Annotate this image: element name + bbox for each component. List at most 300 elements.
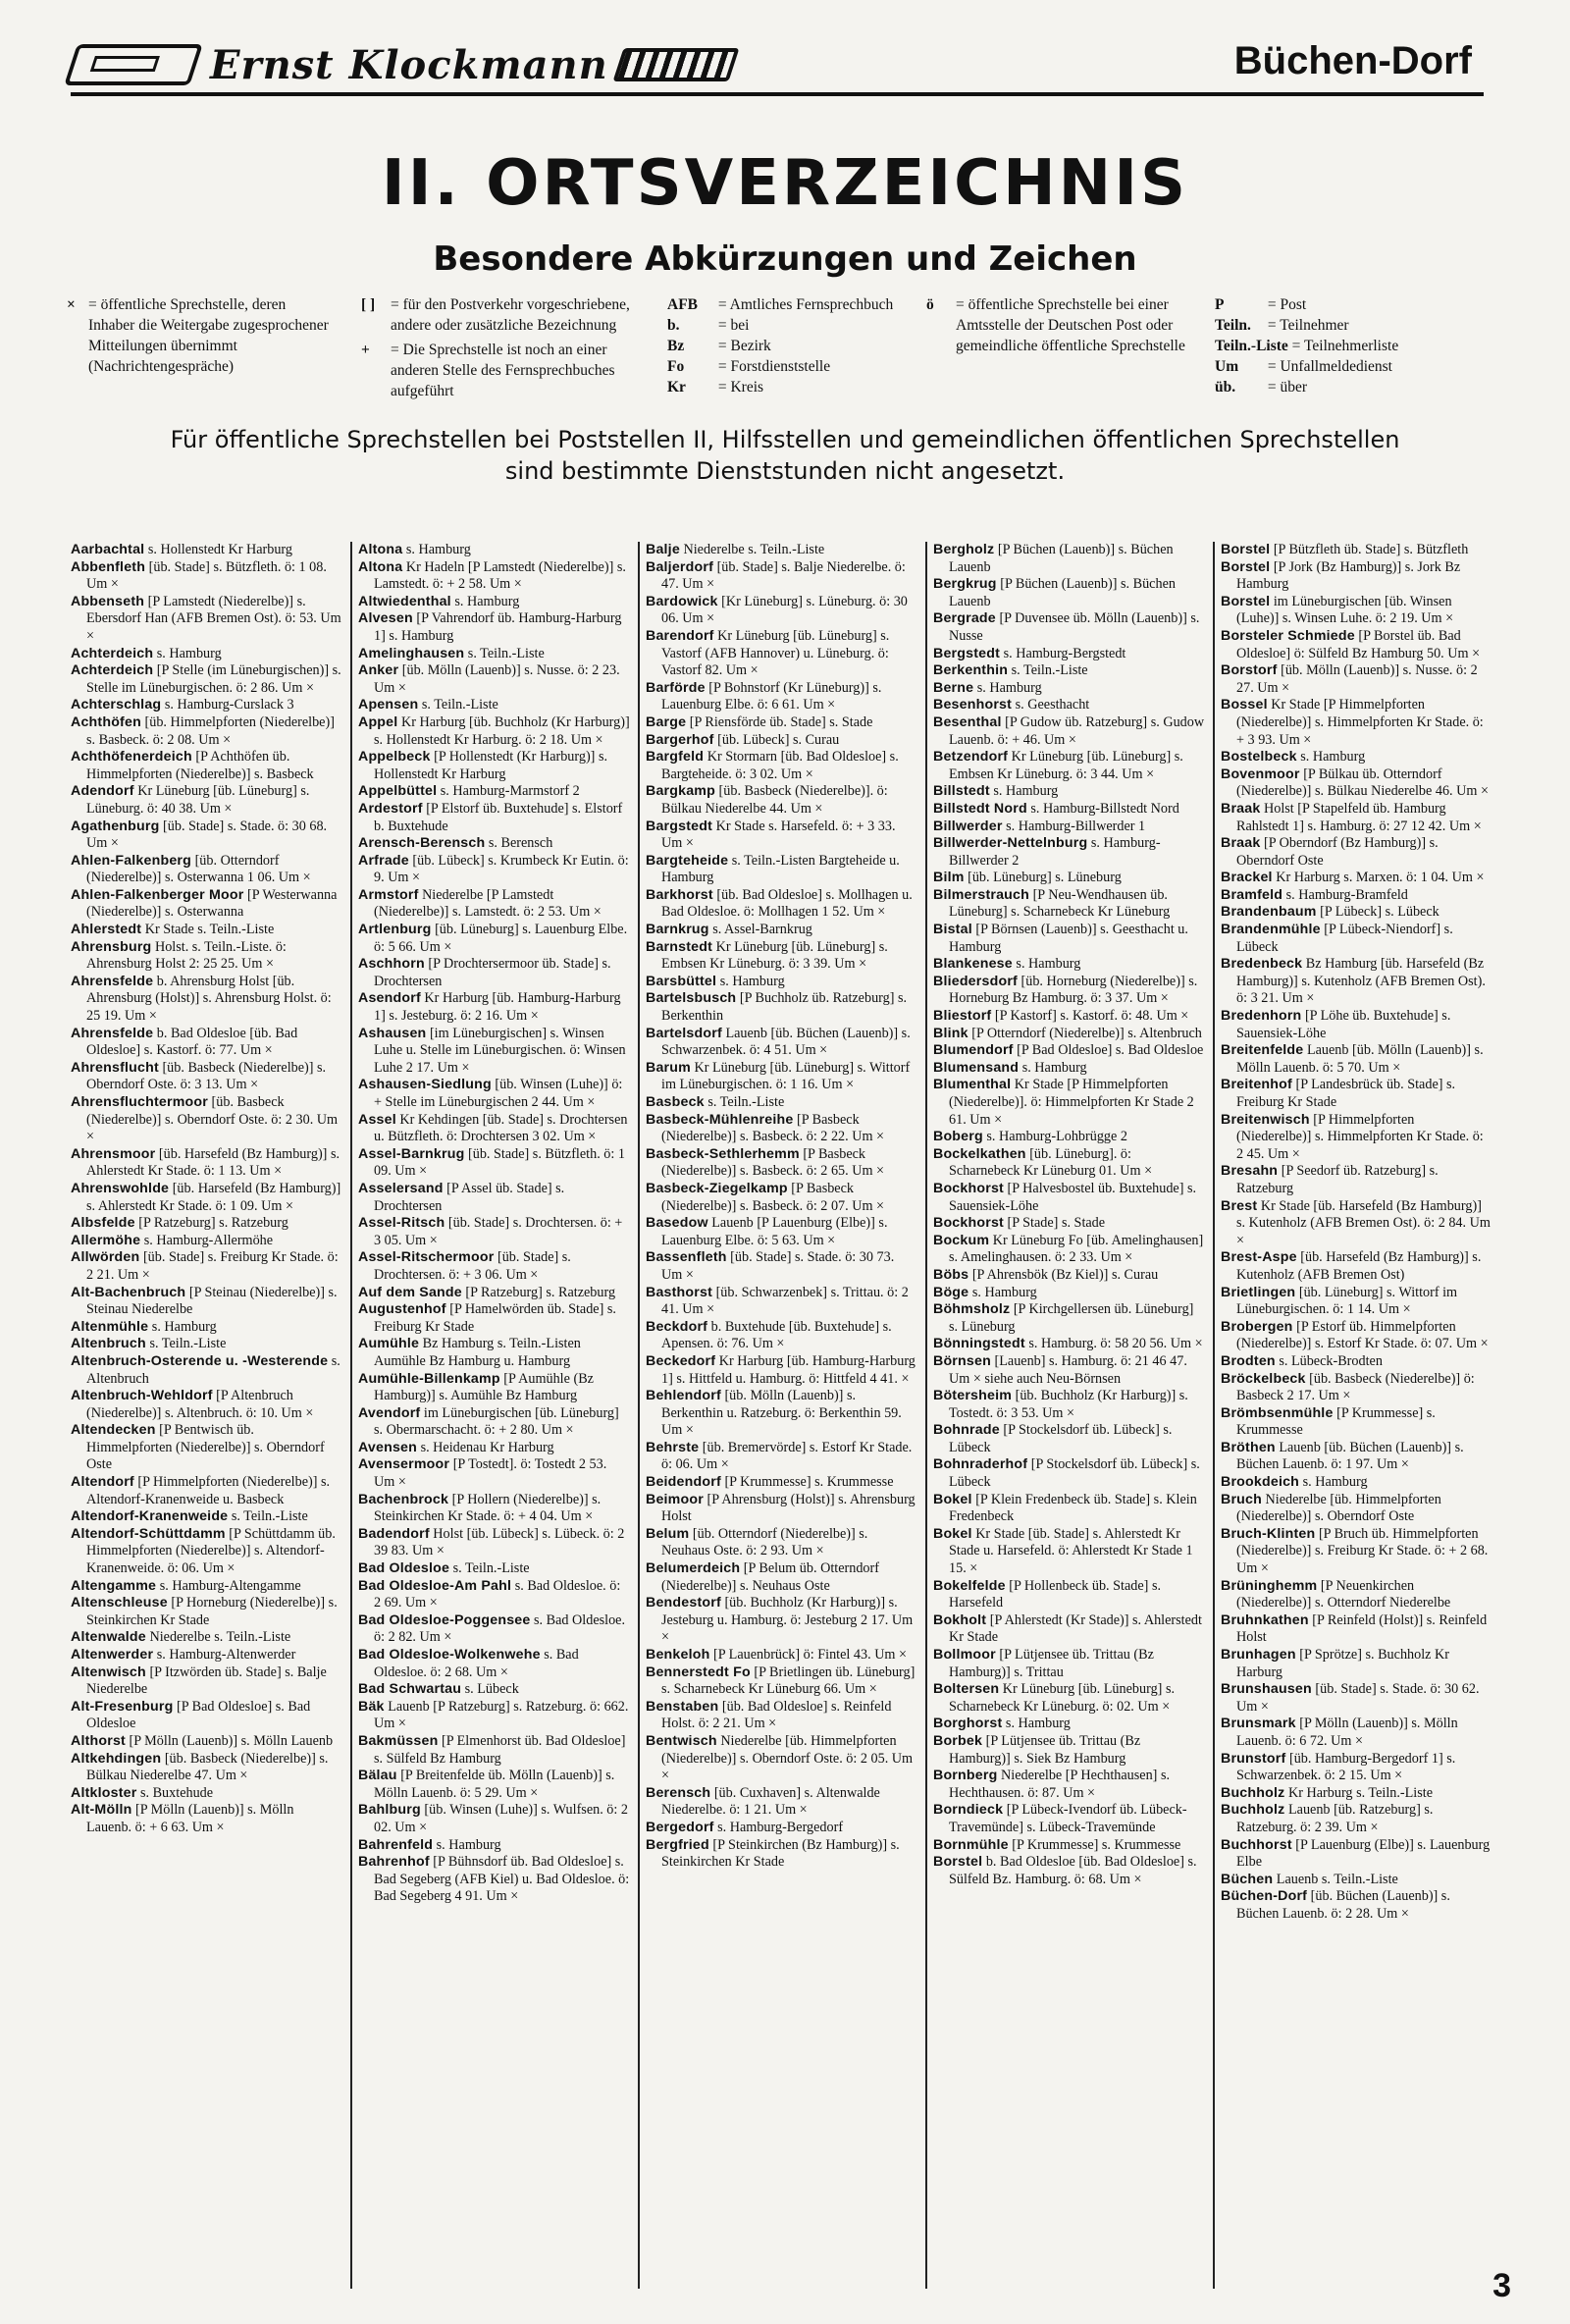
directory-entry	[358, 887, 630, 922]
entry-details: [üb. Lüneburg] s. Lauenburg Elbe. ö: 5 66. Um ×	[374, 922, 628, 955]
directory-entry	[1221, 1285, 1492, 1319]
entry-details: Niederelbe [P Lamstedt (Niederelbe)] s. Lamstedt. ö: 2 53. Um ×	[374, 886, 602, 921]
entry-details: [P Halvesbostel üb. Buxtehude] s. Sauensiek-Löhe	[949, 1180, 1197, 1214]
directory-entry	[71, 1249, 342, 1284]
place-name: Borstel	[933, 1854, 983, 1871]
directory-entry	[358, 1336, 630, 1370]
place-name: Belum	[646, 1525, 690, 1542]
place-name: Bargstedt	[646, 818, 713, 834]
entry-details: Kr Stade [P Himmelpforten (Niederelbe)] s. Himmelpforten Kr Stade. ö: + 3 93. Um ×	[1236, 697, 1484, 748]
entry-details: Kr Lüneburg [üb. Lüneburg] s. Vastorf (AFB Hannover) u. Lüneburg. ö: Vastorf 82. Um ×	[661, 627, 890, 679]
place-name: Alt-Mölln	[71, 1802, 132, 1819]
legend-item	[667, 356, 962, 377]
directory-entry	[646, 1353, 917, 1388]
directory-entry	[933, 835, 1205, 870]
entry-details: [P Krummesse] s. Krummesse	[1236, 1404, 1436, 1439]
directory-entry	[358, 1301, 630, 1336]
entry-details: [P Basbeck (Niederelbe)] s. Basbeck. ö: 2 65. Um ×	[661, 1145, 885, 1180]
place-name: Brüninghemm	[1221, 1577, 1318, 1594]
place-name: Bahrenfeld	[358, 1836, 434, 1853]
directory-entry	[358, 1647, 630, 1681]
place-name: Bassenfleth	[646, 1249, 727, 1266]
entry-details: [P Neuenkirchen (Niederelbe)] s. Otterndorf Niederelbe	[1236, 1577, 1451, 1611]
place-name: Bröckelbeck	[1221, 1370, 1306, 1387]
directory-entry	[71, 1647, 342, 1664]
entry-details: [P Itzwörden üb. Stade] s. Balje Niederelbe	[86, 1664, 327, 1698]
place-name: Altendorf-Kranenweide	[71, 1508, 229, 1525]
entry-details: [P Bützfleth üb. Stade] s. Bützfleth	[1273, 542, 1469, 557]
directory-entry	[358, 1612, 630, 1647]
directory-entry	[1221, 1526, 1492, 1578]
directory-entry	[1221, 904, 1492, 922]
directory-entry	[358, 1492, 630, 1526]
directory-entry	[1221, 1872, 1492, 1889]
place-name: Altenmühle	[71, 1318, 149, 1335]
directory-entry	[71, 1060, 342, 1094]
directory-entry	[358, 1077, 630, 1111]
entry-details: [P Krummesse] s. Krummesse	[724, 1474, 894, 1491]
place-name: Bockhorst	[933, 1180, 1004, 1196]
place-name: Armstorf	[358, 886, 419, 903]
entry-details: s. Hamburg. ö: 58 20 56. Um ×	[1028, 1336, 1203, 1352]
entry-details: Kr Hadeln [P Lamstedt (Niederelbe)] s. Lamstedt. ö: + 2 58. Um ×	[374, 558, 626, 593]
entry-details: s. Hamburg	[151, 1318, 217, 1335]
directory-entry	[71, 559, 342, 594]
place-name: Bentwisch	[646, 1732, 717, 1749]
directory-entry	[646, 1837, 917, 1872]
entry-details: [üb. Stade] s. Drochtersen. ö: + 3 06. Um ×	[374, 1249, 571, 1283]
place-name: Auf dem Sande	[358, 1284, 462, 1300]
place-name: Bahlburg	[358, 1802, 421, 1819]
entry-details: Kr Stade s. Harsefeld. ö: + 3 33. Um ×	[661, 818, 896, 852]
directory-entry	[1221, 1888, 1492, 1923]
directory-entry	[1221, 542, 1492, 559]
legend-item	[1215, 294, 1509, 315]
directory-entry	[1221, 1647, 1492, 1681]
place-name: Beckdorf	[646, 1318, 708, 1335]
directory-entry	[71, 1508, 342, 1526]
directory-entry	[1221, 1077, 1492, 1111]
entry-details: s. Hamburg-Bramfeld	[1285, 886, 1408, 903]
place-name: Albsfelde	[71, 1215, 135, 1232]
directory-entry	[933, 1233, 1205, 1267]
entry-details: [üb. Stade] s. Bützfleth. ö: 1 09. Um ×	[374, 1145, 625, 1180]
legend-key: b.	[667, 317, 680, 334]
directory-entry	[358, 1768, 630, 1802]
entry-details: [üb. Mölln (Lauenb)] s. Berkenthin u. Ratzeburg. ö: Berkenthin 59. Um ×	[661, 1388, 902, 1439]
place-name: Büchen	[1221, 1871, 1274, 1887]
place-name: Bistal	[933, 922, 972, 938]
place-name: Bruch	[1221, 1491, 1262, 1507]
place-name: Bröthen	[1221, 1439, 1276, 1455]
entry-details: [P Altenbruch (Niederelbe)] s. Altenbruch. ö: 10. Um ×	[86, 1388, 314, 1421]
directory-entry	[71, 853, 342, 887]
place-name: Bruhnkathen	[1221, 1611, 1309, 1628]
directory-entry	[646, 749, 917, 783]
place-name: Barnstedt	[646, 938, 713, 955]
directory-entry	[933, 662, 1205, 680]
place-name: Brömbsenmühle	[1221, 1404, 1334, 1421]
directory-entry	[646, 1060, 917, 1094]
directory-entry	[71, 714, 342, 749]
place-name: Altendorf-Schüttdamm	[71, 1525, 226, 1542]
place-name: Bliedersdorf	[933, 973, 1018, 989]
directory-entry	[646, 853, 917, 887]
directory-entry	[358, 559, 630, 594]
place-name: Bargteheide	[646, 852, 729, 869]
entry-details: [üb. Basbeck (Niederelbe)] s. Bülkau Niederelbe 47. Um ×	[86, 1750, 329, 1784]
directory-entry	[646, 628, 917, 680]
place-name: Bockhorst	[933, 1215, 1004, 1232]
directory-entry	[646, 887, 917, 922]
entry-details: Lauenb [üb. Mölln (Lauenb)] s. Mölln Lauenb. ö: 5 70. Um ×	[1236, 1042, 1484, 1076]
place-name: Bokelfelde	[933, 1577, 1006, 1594]
entry-details: s. Hamburg-Allermöhe	[143, 1232, 274, 1248]
place-name: Borstel	[1221, 593, 1271, 609]
place-name: Bruch-Klinten	[1221, 1525, 1316, 1542]
place-name: Benkeloh	[646, 1647, 710, 1663]
entry-details: Kr Stade [üb. Harsefeld (Bz Hamburg)] s. Kutenholz (AFB Bremen Ost). ö: 2 84. Um ×	[1236, 1197, 1491, 1248]
entry-details: s. Bad Oldesloe. ö: 2 68. Um ×	[374, 1647, 579, 1680]
place-name: Baljerdorf	[646, 558, 714, 575]
directory-entry	[646, 1285, 917, 1319]
entry-details: Niederelbe s. Teiln.-Liste	[683, 542, 825, 557]
directory-entry	[646, 1820, 917, 1837]
directory-entry	[646, 559, 917, 594]
directory-entry	[646, 1733, 917, 1785]
entry-details: b. Bad Oldesloe [üb. Bad Oldesloe] s. Kastorf. ö: 77. Um ×	[86, 1025, 298, 1059]
entry-details: Lauenb [P Lauenburg (Elbe)] s. Lauenburg Elbe. ö: 5 63. Um ×	[661, 1215, 888, 1248]
entry-details: [im Lüneburgischen] s. Winsen Luhe u. Stelle im Lüneburgischen. ö: Winsen Luhe 2 17. Um ×	[374, 1025, 626, 1076]
entry-details: Kr Lüneburg [üb. Lüneburg] s. Lüneburg. ö: 40 38. Um ×	[86, 783, 310, 817]
place-name: Barnkrug	[646, 922, 709, 938]
legend-key: Fo	[667, 358, 685, 375]
entry-details: [P Oberndorf (Bz Hamburg)] s. Oberndorf Oste	[1236, 835, 1439, 869]
directory-entry	[646, 1215, 917, 1249]
entry-details: [üb. Stade] s. Drochtersen. ö: + 3 05. Um ×	[374, 1215, 623, 1248]
directory-entry	[71, 1181, 342, 1215]
entry-details: [üb. Otterndorf (Niederelbe)] s. Neuhaus Oste. ö: 2 93. Um ×	[661, 1525, 868, 1559]
entry-details: Kr Stormarn [üb. Bad Oldesloe] s. Bargteheide. ö: 3 02. Um ×	[661, 749, 899, 782]
entry-details: [P Brietlingen üb. Lüneburg] s. Scharnebeck Kr Lüneburg 66. Um ×	[661, 1664, 916, 1698]
publisher-logo	[71, 37, 734, 92]
place-name: Brackel	[1221, 870, 1273, 886]
entry-details: s. Geesthacht	[1015, 697, 1090, 713]
entry-details: Kr Harburg [üb. Buchholz (Kr Harburg)] s. Hollenstedt Kr Harburg. ö: 2 18. Um ×	[374, 713, 630, 748]
directory-entry	[933, 870, 1205, 887]
place-name: Bäk	[358, 1698, 385, 1715]
directory-entry	[933, 1612, 1205, 1647]
directory-entry	[71, 1802, 342, 1836]
entry-details: s. Hamburg	[1021, 1059, 1087, 1076]
entry-details: [P Landesbrück üb. Stade] s. Freiburg Kr Stade	[1236, 1077, 1456, 1110]
directory-entry	[358, 1456, 630, 1491]
place-name: Bartelsdorf	[646, 1025, 722, 1041]
place-name: Bilm	[933, 870, 965, 886]
directory-entry	[71, 1285, 342, 1319]
place-name: Alt-Fresenburg	[71, 1698, 174, 1715]
place-name: Blankenese	[933, 956, 1013, 973]
entry-details: s. Hamburg	[156, 645, 222, 661]
entry-details: [P Aumühle (Bz Hamburg)] s. Aumühle Bz Hamburg	[374, 1370, 594, 1404]
entry-details: [P Lübeck-Niendorf] s. Lübeck	[1236, 922, 1453, 955]
directory-entry	[71, 662, 342, 697]
entry-details: Kr Stade [P Himmelpforten (Niederelbe)]. ö: Himmelpforten Kr Stade 2 61. Um ×	[949, 1077, 1194, 1128]
entry-details: [P Breitenfelde üb. Mölln (Lauenb)] s. Mölln Lauenb. ö: 5 29. Um ×	[374, 1768, 615, 1801]
entry-details: [P Duvensee üb. Mölln (Lauenb)] s. Nusse	[949, 610, 1200, 644]
entry-details: [üb. Horneburg (Niederelbe)] s. Horneburg Bz Hamburg. ö: 3 37. Um ×	[949, 973, 1198, 1007]
place-name: Bredenhorn	[1221, 1008, 1302, 1025]
directory-entry	[646, 542, 917, 559]
directory-entry	[358, 1146, 630, 1181]
place-name: Altengamme	[71, 1577, 157, 1594]
place-name: Badendorf	[358, 1525, 430, 1542]
entry-details: [P Stade] s. Stade	[1007, 1215, 1106, 1232]
directory-entry	[71, 1526, 342, 1578]
place-name: Augustenhof	[358, 1301, 446, 1318]
entry-details: Holst [P Stapelfeld üb. Hamburg Rahlstedt 1] s. Hamburg. ö: 27 12 42. Um ×	[1236, 800, 1482, 834]
place-name: Barkhorst	[646, 886, 713, 903]
entry-details: [üb. Cuxhaven] s. Altenwalde Niederelbe. ö: 1 21. Um ×	[661, 1784, 880, 1819]
place-name: Altkehdingen	[71, 1750, 162, 1767]
place-name: Assel-Ritschermoor	[358, 1249, 495, 1266]
directory-entry	[933, 1215, 1205, 1233]
entry-details: [P Lübeck] s. Lübeck	[1320, 904, 1439, 921]
abbreviation-legend	[67, 294, 1509, 418]
entry-details: s. Hamburg	[1005, 1716, 1071, 1732]
place-name: Ashausen-Siedlung	[358, 1077, 492, 1093]
directory-entry	[358, 783, 630, 801]
directory-entry	[1221, 1163, 1492, 1197]
entry-details: s. Teiln.-Listen Bargteheide u. Hamburg	[661, 852, 900, 886]
entry-details: [P Lütjensee üb. Trittau (Bz Hamburg)] s. Trittau	[949, 1647, 1154, 1680]
entry-details: [üb. Bad Oldesloe] s. Mollhagen u. Bad Oldesloe. ö: Mollhagen 1 52. Um ×	[661, 886, 913, 921]
entry-details: s. Hamburg	[719, 973, 785, 989]
entry-details: Kr Lüneburg [üb. Lüneburg] s. Wittorf im Lüneburgischen. ö: 1 16. Um ×	[661, 1059, 911, 1093]
place-name: Ahlen-Falkenberg	[71, 852, 192, 869]
place-name: Altendorf	[71, 1474, 134, 1491]
directory-entry	[71, 1751, 342, 1785]
entry-details: [P Ratzeburg] s. Ratzeburg	[465, 1284, 616, 1300]
directory-entry	[1221, 1578, 1492, 1612]
legend-symbol: ö	[926, 296, 934, 313]
place-name: Breitenhof	[1221, 1077, 1292, 1093]
place-name: Braak	[1221, 800, 1261, 817]
entry-details: Holst [üb. Lübeck] s. Lübeck. ö: 2 39 83. Um ×	[374, 1525, 625, 1559]
entry-details: [P Hollern (Niederelbe)] s. Steinkirchen Kr Stade. ö: + 4 04. Um ×	[374, 1491, 602, 1525]
directory-entry	[646, 1026, 917, 1060]
directory-entry	[71, 887, 342, 922]
directory-entry	[71, 749, 342, 783]
directory-entry	[933, 887, 1205, 922]
directory-entry	[1221, 1198, 1492, 1250]
place-name: Asendorf	[358, 990, 421, 1007]
entry-details: Lauenb [üb. Büchen (Lauenb)] s. Schwarzenbek. ö: 4 51. Um ×	[661, 1025, 911, 1059]
entry-details: [üb. Lübeck] s. Krumbeck Kr Eutin. ö: 9. Um ×	[374, 852, 629, 886]
directory-entry	[71, 974, 342, 1026]
place-name: Bergedorf	[646, 1819, 714, 1835]
legend-value: = Post	[1267, 296, 1307, 313]
entry-details: b. Buxtehude [üb. Buxtehude] s. Apensen. ö: 76. Um ×	[661, 1318, 892, 1352]
entry-details: Kr Lüneburg [üb. Lüneburg] s. Scharnebeck Kr Lüneburg. ö: 02. Um ×	[949, 1681, 1176, 1715]
entry-details: [üb. Buchholz (Kr Harburg)] s. Jesteburg u. Hamburg. ö: Jesteburg 2 17. Um ×	[661, 1595, 914, 1646]
place-name: Aumühle-Billenkamp	[358, 1370, 500, 1387]
place-name: Althorst	[71, 1732, 126, 1749]
note-line-2: sind bestimmte Dienststunden nicht angesetzt.	[504, 457, 1066, 485]
directory-entry	[933, 1008, 1205, 1026]
directory-entry	[933, 974, 1205, 1008]
directory-entry	[358, 1215, 630, 1249]
directory-entry	[358, 714, 630, 749]
entry-details: [üb. Stade] s. Bützfleth. ö: 1 08. Um ×	[86, 558, 327, 593]
place-name: Berensch	[646, 1784, 711, 1801]
place-name: Bennerstedt Fo	[646, 1664, 751, 1680]
entry-details: [P Kastorf] s. Kastorf. ö: 48. Um ×	[994, 1008, 1189, 1025]
entry-details: [P Himmelpforten (Niederelbe)] s. Himmelpforten Kr Stade. ö: 2 45. Um ×	[1236, 1111, 1484, 1162]
directory-column-3	[646, 542, 917, 2289]
entry-details: s. Hamburg	[405, 542, 471, 557]
entry-details: s. Hamburg-Bergedorf	[717, 1819, 844, 1835]
entry-details: s. Hamburg	[976, 679, 1042, 696]
directory-entry	[933, 1026, 1205, 1043]
directory-entry	[358, 1699, 630, 1733]
directory-entry	[1221, 628, 1492, 662]
place-name: Ardestorf	[358, 800, 423, 817]
entry-details: [üb. Stade] s. Freiburg Kr Stade. ö: 2 21. Um ×	[86, 1249, 339, 1283]
entry-details: s. Teiln.-Liste	[707, 1094, 785, 1110]
entry-details: [P Achthöfen üb. Himmelpforten (Niederelbe)] s. Basbeck	[86, 749, 314, 782]
entry-details: [P Steinkirchen (Bz Hamburg)] s. Steinkirchen Kr Stade	[661, 1836, 900, 1871]
entry-details: s. Bad Oldesloe. ö: 2 69. Um ×	[374, 1577, 621, 1611]
place-name: Bergstedt	[933, 645, 1001, 661]
entry-details: [üb. Mölln (Lauenb)] s. Nusse. ö: 2 23. Um ×	[374, 662, 620, 696]
legend-value: = Bezirk	[717, 338, 771, 354]
legend-symbol: [ ]	[361, 296, 376, 313]
directory-entry	[1221, 1492, 1492, 1526]
directory-entry	[358, 1405, 630, 1440]
place-name: Bossel	[1221, 697, 1268, 713]
place-name: Bornmühle	[933, 1836, 1009, 1853]
place-name: Ahlen-Falkenberger Moor	[71, 886, 244, 903]
entry-details: [P Bruch üb. Himmelpforten (Niederelbe)] s. Freiburg Kr Stade. ö: + 2 68. Um ×	[1236, 1525, 1489, 1577]
place-name: Altona	[358, 542, 403, 557]
directory-entry	[358, 835, 630, 853]
entry-details: s. Hamburg	[454, 593, 520, 609]
place-name: Brunshausen	[1221, 1681, 1312, 1698]
directory-entry	[71, 1388, 342, 1422]
place-name: Beckedorf	[646, 1352, 716, 1369]
entry-details: s. Berensch	[488, 835, 553, 852]
place-name: Bahrenhof	[358, 1854, 430, 1871]
place-name: Assel-Barnkrug	[358, 1145, 465, 1162]
entry-details: Bz Hamburg s. Teiln.-Listen Aumühle Bz Hamburg u. Hamburg	[374, 1336, 581, 1369]
directory-entry	[1221, 1112, 1492, 1164]
place-name: Brodten	[1221, 1352, 1276, 1369]
entry-details: [üb. Stade] s. Stade. ö: 30 62. Um ×	[1236, 1681, 1480, 1715]
entry-details: [üb. Schwarzenbek] s. Trittau. ö: 2 41. Um ×	[661, 1284, 909, 1318]
directory-entry	[1221, 1837, 1492, 1872]
place-name: Achterdeich	[71, 645, 154, 661]
place-name: Brietlingen	[1221, 1284, 1296, 1300]
place-name: Bokel	[933, 1525, 972, 1542]
directory-entry	[1221, 1440, 1492, 1474]
place-name: Alt-Bachenbruch	[71, 1284, 186, 1300]
entry-details: [üb. Buchholz (Kr Harburg)] s. Tostedt. ö: 3 53. Um ×	[949, 1388, 1188, 1421]
directory-entry	[358, 749, 630, 783]
legend-item	[667, 377, 962, 397]
place-name: Betzendorf	[933, 749, 1009, 766]
place-name: Ahrensburg	[71, 938, 152, 955]
place-name: Böge	[933, 1284, 969, 1300]
directory-entry	[71, 1026, 342, 1060]
directory-entry	[933, 1129, 1205, 1146]
directory-entry	[358, 610, 630, 645]
legend-item	[667, 336, 962, 356]
directory-entry	[1221, 956, 1492, 1008]
entry-details: [üb. Stade] s. Stade. ö: 30 73. Um ×	[661, 1249, 895, 1283]
place-name: Barendorf	[646, 627, 714, 644]
entry-details: s. Hamburg-Billstedt Nord	[1030, 800, 1179, 817]
place-name: Bendestorf	[646, 1595, 721, 1611]
entry-details: im Lüneburgischen [üb. Winsen (Luhe)] s. Winsen Luhe. ö: 2 19. Um ×	[1236, 593, 1454, 627]
place-name: Bergkrug	[933, 576, 997, 593]
directory-entry	[71, 1664, 342, 1699]
section-subtitle: Besondere Abkürzungen und Zeichen	[433, 239, 1137, 279]
entry-details: [P Stelle (im Lüneburgischen)] s. Stelle im Lüneburgischen. ö: 2 86. Um ×	[86, 662, 341, 696]
directory-entry	[933, 1647, 1205, 1681]
place-name: Bönningstedt	[933, 1336, 1025, 1352]
place-name: Ahlerstedt	[71, 922, 142, 938]
place-name: Bohnraderhof	[933, 1456, 1028, 1473]
directory-entry	[358, 1560, 630, 1578]
entry-details: [üb. Büchen (Lauenb)] s. Büchen Lauenb. ö: 2 28. Um ×	[1236, 1888, 1450, 1922]
directory-entry	[71, 1474, 342, 1508]
place-name: Ahrensfelde	[71, 1025, 154, 1041]
entry-details: Niederelbe [üb. Himmelpforten (Niederelbe)] s. Oberndorf Oste	[1236, 1491, 1441, 1525]
entry-details: [P Basbeck (Niederelbe)] s. Basbeck. ö: 2 07. Um ×	[661, 1180, 885, 1214]
place-name: Breitenwisch	[1221, 1111, 1310, 1128]
place-name: Bresahn	[1221, 1163, 1279, 1180]
place-name: Bad Oldesloe-Poggensee	[358, 1611, 531, 1628]
entry-details: Kr Harburg s. Teiln.-Liste	[1287, 1784, 1434, 1801]
place-name: Apensen	[358, 697, 419, 713]
entry-details: [P Bad Oldesloe] s. Bad Oldesloe	[1017, 1042, 1204, 1059]
entry-details: [P Reinfeld (Holst)] s. Reinfeld Holst	[1236, 1611, 1488, 1646]
directory-entry	[646, 939, 917, 974]
place-name: Bliestorf	[933, 1008, 992, 1025]
directory-entry	[358, 1440, 630, 1457]
directory-entry	[933, 1733, 1205, 1768]
place-name: Avensen	[358, 1439, 418, 1455]
entry-details: [P Gudow üb. Ratzeburg] s. Gudow Lauenb. ö: + 46. Um ×	[949, 713, 1205, 748]
directory-entry	[646, 1146, 917, 1181]
entry-details: s. Teiln.-Liste	[452, 1560, 530, 1577]
entry-details: s. Buxtehude	[139, 1784, 214, 1801]
entry-details: [P Büchen (Lauenb)] s. Büchen Lauenb	[949, 576, 1176, 609]
entry-details: Bz Hamburg [üb. Harsefeld (Bz Hamburg)] s. Kutenholz (AFB Bremen Ost). ö: 3 21. Um ×	[1236, 956, 1486, 1007]
entry-details: [P Stockelsdorf üb. Lübeck] s. Lübeck	[949, 1422, 1173, 1455]
entry-details: [P Bülkau üb. Otterndorf (Niederelbe)] s. Bülkau Niederelbe 46. Um ×	[1236, 766, 1489, 800]
place-name: Altenbruch	[71, 1336, 146, 1352]
legend-key: üb.	[1215, 379, 1236, 396]
directory-entry	[933, 922, 1205, 956]
place-name: Bockelkathen	[933, 1145, 1026, 1162]
directory-entry	[646, 819, 917, 853]
place-name: Berne	[933, 679, 974, 696]
directory-entry	[933, 783, 1205, 801]
directory-entry	[71, 819, 342, 853]
place-name: Avendorf	[358, 1404, 421, 1421]
